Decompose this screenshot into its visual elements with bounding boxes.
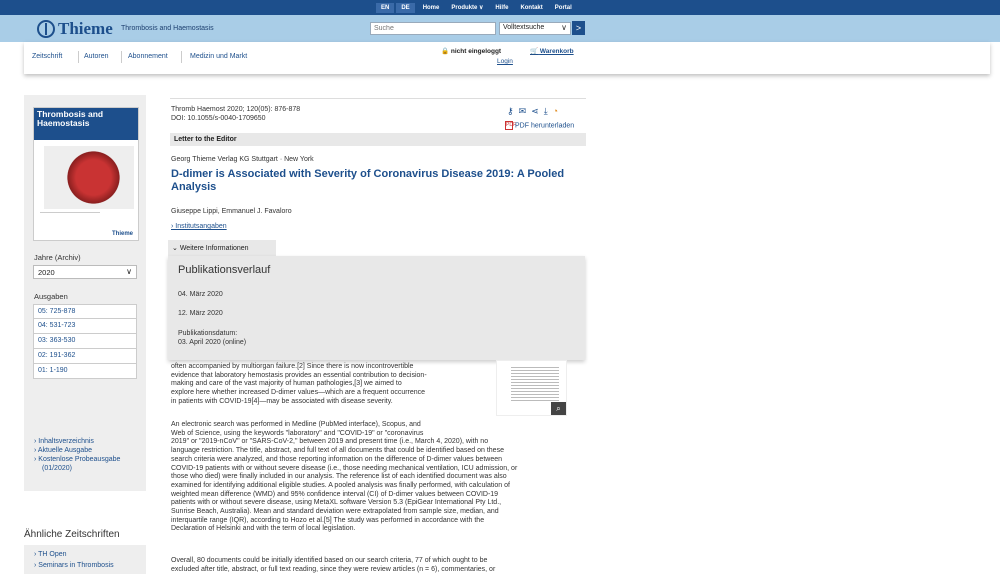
- similar-journals-title: Ähnliche Zeitschriften: [24, 529, 120, 540]
- logo-text: Thieme: [58, 19, 113, 38]
- chevron-down-icon: ⌄: [172, 245, 178, 252]
- top-nav: [376, 0, 578, 15]
- text-line: Declaration of Helsinki and with the term of local legislation.: [171, 525, 356, 533]
- text-line: interquartile range (IQR), according to Hozo et al.[5] The study was performed in accordance with the: [171, 516, 485, 524]
- issue-item[interactable]: 03: 363-530: [33, 334, 137, 349]
- free-sample-link[interactable]: › Kostenlose Probeausgabe: [34, 456, 121, 463]
- nav-divider: [121, 51, 122, 63]
- portal-link[interactable]: Portal: [554, 4, 572, 11]
- login-link[interactable]: Login: [497, 58, 513, 65]
- cover-virus-image: [44, 146, 134, 209]
- home-link[interactable]: Home: [422, 4, 440, 11]
- sidebar-links: [34, 438, 120, 474]
- doi-text[interactable]: DOI: 10.1055/s-0040-1709650: [171, 115, 266, 122]
- text-line: language restriction. The title, abstract, and full text of all documents that could be identified based on these: [171, 447, 504, 455]
- issues-list: [33, 304, 137, 379]
- publication-history-panel: [168, 256, 585, 360]
- lang-de-link[interactable]: DE: [396, 3, 414, 13]
- article-title: D-dimer is Associated with Severity of Coronavirus Disease 2019: A Pooled Analysis: [171, 168, 565, 193]
- nav-divider: [78, 51, 79, 63]
- text-line: search criteria were analyzed, and those reporting information on the difference of D-dimer values between: [171, 455, 502, 463]
- cart-icon: 🛒: [530, 48, 539, 55]
- text-line: excluded after title, abstract, or full text reading, since they were review articles (n = 6), commentaries, or: [171, 565, 496, 573]
- text-line: making and care of the vast majority of human pathologies,[3] we aimed to: [171, 380, 402, 388]
- text-line: Web of Science, using the keywords "laboratory" and "COVID-19" or "coronavirus: [171, 429, 424, 437]
- search-input[interactable]: [370, 22, 496, 35]
- year-label: Jahre (Archiv): [34, 253, 81, 262]
- text-line: evidence that laboratory hemostasis provides an essential contribution to decision-: [171, 371, 427, 379]
- share-icon[interactable]: ⋖: [531, 106, 539, 116]
- body-paragraph-3: [171, 557, 586, 574]
- similar-journal-link[interactable]: › TH Open: [34, 551, 67, 558]
- issue-item[interactable]: 05: 725-878: [33, 304, 137, 319]
- thieme-logo-icon: [37, 20, 55, 38]
- key-icon[interactable]: ⚷: [507, 106, 514, 116]
- search-mode-value: Volltextsuche: [503, 24, 545, 31]
- year-select[interactable]: [33, 265, 137, 279]
- text-line: 2019" or "2019-nCoV" or "SARS-CoV-2," between 2019 and present time (i.e., March 4, 2020), with no: [171, 438, 489, 446]
- similar-journal-link[interactable]: › Seminars in Thrombosis: [34, 562, 114, 569]
- institutions-link[interactable]: › Institutsangaben: [171, 223, 227, 230]
- lock-icon: 🔒: [441, 48, 450, 55]
- more-info-toggle[interactable]: [168, 240, 276, 256]
- nav-divider: [181, 51, 182, 63]
- text-line: An electronic search was performed in Medline (PubMed interface), Scopus, and: [171, 421, 421, 428]
- search-mode-select[interactable]: [499, 22, 571, 35]
- text-line: Overall, 80 documents could be initially identified based on our search criteria, 77 of which ought to be: [171, 557, 488, 564]
- lang-en-link[interactable]: EN: [376, 3, 394, 13]
- text-line: often accompanied by multiorgan failure.[2] Since there is now incontrovertible: [171, 363, 414, 370]
- nav-zeitschrift[interactable]: Zeitschrift: [32, 53, 63, 60]
- authors: Giuseppe Lippi, Emmanuel J. Favaloro: [171, 208, 292, 215]
- pubdate-label: Publikationsdatum:: [178, 330, 238, 337]
- citation-text: Thromb Haemost 2020; 120(05): 876-878: [171, 106, 301, 113]
- help-link[interactable]: Hilfe: [495, 4, 509, 11]
- publisher: Georg Thieme Verlag KG Stuttgart · New York: [171, 156, 314, 163]
- pdf-icon: PDF: [506, 122, 516, 128]
- nav-medizin-und-markt[interactable]: Medizin und Markt: [190, 53, 248, 60]
- article-type: Letter to the Editor: [170, 133, 586, 146]
- cart-link[interactable]: [530, 47, 574, 55]
- cover-text-lines: [40, 212, 100, 230]
- text-line: examined for identifying additional eligible studies. A pooled analysis was finally performed, with calculation of: [171, 481, 510, 489]
- year-value: 2020: [38, 268, 55, 277]
- more-info-label: Weitere Informationen: [179, 245, 249, 252]
- nav-abonnement[interactable]: Abonnement: [128, 53, 168, 60]
- download-icon[interactable]: ⤓: [543, 106, 548, 116]
- divider: [170, 98, 586, 99]
- cover-title: Thrombosis and Haemostasis: [34, 108, 138, 140]
- issue-item[interactable]: 01: 1-190: [33, 364, 137, 379]
- toc-link[interactable]: › Inhaltsverzeichnis: [34, 438, 94, 445]
- journal-cover[interactable]: [33, 107, 139, 241]
- text-line: explore here whether increased D-dimer values—which are a frequent occurrence: [171, 389, 426, 397]
- received-date: 04. März 2020: [178, 291, 223, 298]
- pubdate: 03. April 2020 (online): [178, 339, 247, 346]
- current-issue-link[interactable]: › Aktuelle Ausgabe: [34, 447, 92, 454]
- citation: [171, 105, 300, 123]
- pdf-download-link[interactable]: [505, 121, 574, 130]
- body-paragraph-2: [171, 421, 586, 534]
- rss-icon[interactable]: ◔: [552, 106, 559, 116]
- cart-label: Warenkorb: [539, 48, 574, 55]
- text-line: Sunrise Beach, Australia). Mean and standard deviation were extrapolated from sample size, median, and: [171, 508, 499, 516]
- chevron-down-icon: ∨: [126, 267, 132, 276]
- contact-link[interactable]: Kontakt: [520, 4, 543, 11]
- pdf-download-label: PDF herunterladen: [515, 122, 575, 130]
- similar-journals-list: [24, 545, 146, 574]
- zoom-icon[interactable]: ⌕: [551, 402, 566, 415]
- history-heading: Publikationsverlauf: [178, 264, 271, 276]
- issues-label: Ausgaben: [34, 292, 68, 301]
- mail-icon[interactable]: ✉: [518, 106, 527, 116]
- search-go-button[interactable]: >: [572, 21, 585, 35]
- chevron-down-icon: ∨: [561, 23, 567, 32]
- login-status-text: nicht eingeloggt: [450, 48, 502, 55]
- text-line: weighted mean difference (WMD) and 95% confidence interval (CI) of D-dimer values between COVID-19: [171, 490, 499, 498]
- body-paragraph-1: [171, 363, 491, 407]
- nav-autoren[interactable]: Autoren: [84, 53, 109, 60]
- thieme-logo[interactable]: [37, 19, 113, 39]
- journal-title[interactable]: Thrombosis and Haemostasis: [121, 25, 214, 32]
- issue-item[interactable]: 02: 191-362: [33, 349, 137, 364]
- accepted-date: 12. März 2020: [178, 310, 223, 317]
- issue-item[interactable]: 04: 531-723: [33, 319, 137, 334]
- text-line: patients with or without severe disease, using MetaXL software Version 5.3 (EpiGear International Pty Ltd.,: [171, 499, 502, 507]
- text-line: in patients with COVID-19[4]—may be associated with disease severity.: [171, 397, 393, 405]
- text-line: COVID-19 patients with or without severe disease (i.e., those needing mechanical ventilation, ICU admission, or: [171, 464, 518, 472]
- article-tools: [507, 106, 558, 117]
- login-status: [441, 47, 501, 55]
- cover-publisher-logo: Thieme: [111, 231, 133, 237]
- figure-thumbnail-table: [511, 365, 559, 403]
- products-menu[interactable]: Produkte ∨: [451, 5, 484, 11]
- free-sample-link-date[interactable]: (01/2020): [42, 465, 72, 472]
- text-line: those who died) were finally included in our analysis. The reference list of each identified document was also: [171, 473, 507, 481]
